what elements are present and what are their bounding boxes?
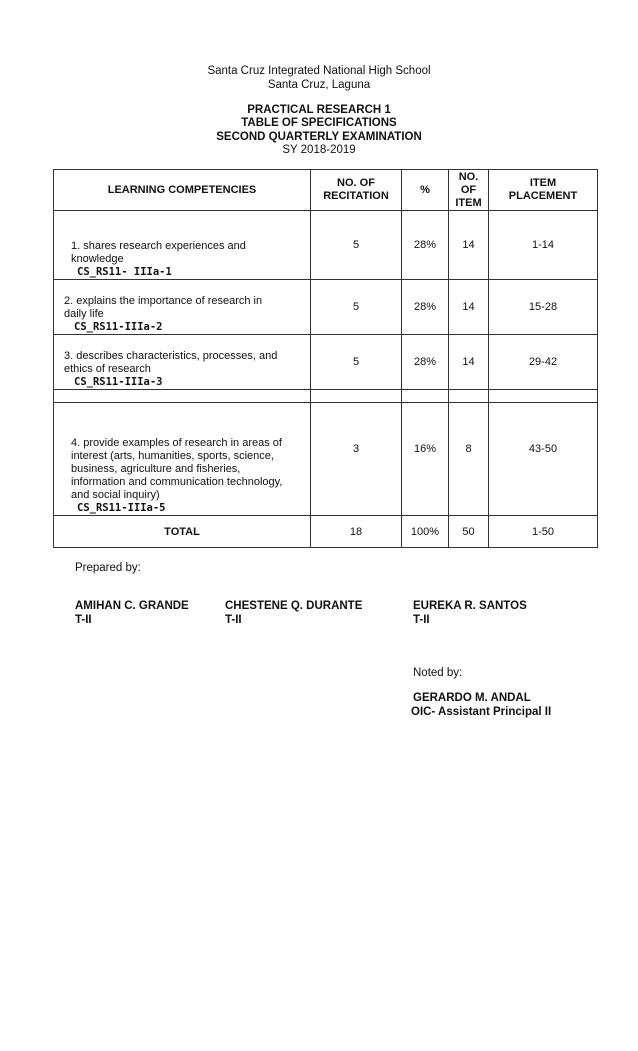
placement-cell: 43-50 [489,403,598,516]
subject-title: PRACTICAL RESEARCH 1 [247,104,391,116]
table-row [54,280,598,335]
specifications-table [53,169,598,548]
placement-cell: 29-42 [489,335,598,390]
school-location: Santa Cruz, Laguna [267,79,371,91]
percent-cell: 16% [402,403,449,516]
total-recitation: 18 [311,516,402,548]
placement-cell: 15-28 [489,280,598,335]
noter-name: GERARDO M. ANDAL [413,692,531,704]
header-recitation: NO. OF RECITATION [311,170,402,211]
competency-code: CS_RS11-IIIa-3 [74,376,163,388]
noted-by-label: Noted by: [413,667,463,679]
total-row [54,516,598,548]
recitation-cell: 5 [311,280,402,335]
competency-cell: 3. describes characteristics, processes, and ethics of research CS_RS11-IIIa-3 [54,335,311,390]
total-placement: 1-50 [489,516,598,548]
percent-cell: 28% [402,211,449,280]
placement-cell: 1-14 [489,211,598,280]
total-items: 50 [449,516,489,548]
header-competencies: LEARNING COMPETENCIES [54,170,311,211]
percent-cell: 28% [402,335,449,390]
competency-cell: 1. shares research experiences and knowledge CS_RS11- IIIa-1 [54,211,311,280]
header-percent: % [402,170,449,211]
total-percent: 100% [402,516,449,548]
header-items: NO. OF ITEM [449,170,489,211]
items-cell: 14 [449,280,489,335]
school-name: Santa Cruz Integrated National High School [207,65,431,77]
table-row [54,335,598,390]
items-cell: 8 [449,403,489,516]
empty-row [54,390,598,403]
competency-cell: 4. provide examples of research in areas of interest (arts, humanities, sports, science, business, agriculture and fisheries, information and communication technology, and social inquiry) CS_RS11-IIIa-5 [54,403,311,516]
competency-code: CS_RS11- IIIa-1 [77,266,172,278]
items-cell: 14 [449,211,489,280]
competency-code: CS_RS11-IIIa-5 [77,502,166,514]
document-title: TABLE OF SPECIFICATIONS [241,117,397,129]
recitation-cell: 5 [311,211,402,280]
table-row [54,211,598,280]
preparer-2-position: T-II [225,614,242,626]
competency-cell: 2. explains the importance of research in daily life CS_RS11-IIIa-2 [54,280,311,335]
preparer-1-name: AMIHAN C. GRANDE [75,600,189,612]
competency-code: CS_RS11-IIIa-2 [74,321,163,333]
school-year: SY 2018-2019 [282,144,356,156]
preparer-3-name: EUREKA R. SANTOS [413,600,527,612]
recitation-cell: 5 [311,335,402,390]
items-cell: 14 [449,335,489,390]
preparer-3-position: T-II [413,614,430,626]
preparer-2-name: CHESTENE Q. DURANTE [225,600,363,612]
header-placement: ITEM PLACEMENT [489,170,598,211]
noter-position: OIC- Assistant Principal II [411,706,552,718]
preparer-1-position: T-II [75,614,92,626]
table-row [54,403,598,516]
table-header-row [54,170,598,211]
total-label: TOTAL [54,516,311,548]
percent-cell: 28% [402,280,449,335]
prepared-by-label: Prepared by: [75,562,141,574]
recitation-cell: 3 [311,403,402,516]
exam-title: SECOND QUARTERLY EXAMINATION [216,131,422,143]
